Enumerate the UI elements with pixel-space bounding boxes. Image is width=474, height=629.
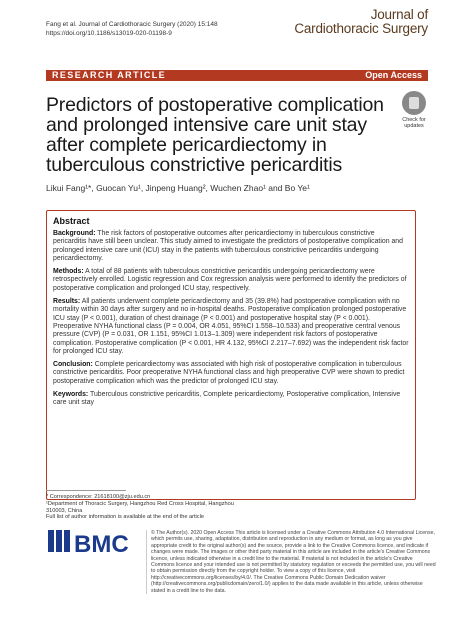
abstract-box	[46, 210, 416, 500]
check-updates-icon	[402, 91, 426, 115]
abstract-section-methods: Methods: A total of 88 patients with tuberculous constrictive pericarditis undergoing pericardiectomy were retrospectively enrolled. Logistic regression and Cox regression analysis were performed to identify the predictors of postoperative complication and prolonged ICU stay, respectively.	[53, 268, 407, 292]
journal-name-line1: Journal of	[370, 7, 428, 22]
bmc-logo-icon	[46, 522, 136, 562]
check-for-updates-badge[interactable]	[398, 91, 430, 129]
author-info-note: Full list of author information is available at the end of the article	[46, 514, 204, 521]
footnotes	[46, 490, 234, 521]
open-access-label: Open Access	[365, 70, 422, 80]
abstract-section-keywords: Keywords: Tuberculous constrictive pericarditis, Complete pericardiectomy, Postoperative complication, Intensive care unit stay	[53, 391, 401, 407]
license-text: © The Author(s). 2020 Open Access This article is licensed under a Creative Commons Attribution 4.0 International License, which permits use, sharing, adaptation, distribution and reproduction in any medium or format, as long as you give appropriate credit to the original author(s) and the source, provide a link to the Creative Commons licence, and indicate if changes were made. The images or other third party material in this article are included in the article's Creative Commons licence, unless indicated otherwise in a credit line to the material. If material is not included in the article's Creative Commons licence and your intended use is not permitted by statutory regulation or exceeds the permitted use, you will need to obtain permission directly from the copyright holder. To view a copy of this licence, visit http://creativecommons.org/licenses/by/4.0/. The Creative Commons Public Domain Dedication waiver (http://creativecommons.org/publicdomain/zero/1.0/) applies to the data made available in this article, unless otherwise stated in a credit line to the data.	[146, 530, 437, 594]
correspondence-email[interactable]: * Correspondence: 21618100@zju.edu.cn	[46, 494, 151, 500]
author-list: Likui Fang¹*, Guocan Yu¹, Jinpeng Huang², Wuchen Zhao¹ and Bo Ye¹	[46, 183, 310, 193]
affiliation-line: 310003, China	[46, 507, 83, 514]
abstract-heading: Abstract	[53, 216, 90, 226]
abstract-section-background: Background: The risk factors of postoperative outcomes after pericardiectomy in tuberculous constrictive pericarditis have still been unclear. This study aimed to investigate the predictors of postoperative complication and prolonged intensive care unit (ICU) stay in the patients with tuberculous constrictive pericarditis undergoing pericardiectomy.	[53, 230, 403, 262]
citation-block	[46, 20, 218, 38]
abstract-section-conclusion: Conclusion: Complete pericardiectomy was associated with high risk of postoperative complication in tuberculous constrictive pericarditis. Poor preoperative NYHA functional class and high preoperative CVP were shown to predict postoperative complication which was the predictor of prolonged ICU stay.	[53, 361, 405, 385]
article-title: Predictors of postoperative complication and prolonged intensive care unit stay after complete pericardiectomy in tuberculous constrictive pericarditis	[46, 94, 384, 176]
footnote-divider	[46, 490, 126, 491]
article-type-banner	[46, 70, 428, 81]
journal-name	[294, 8, 428, 36]
bmc-logo	[46, 522, 136, 562]
journal-name-line2: Cardiothoracic Surgery	[294, 21, 428, 36]
abstract-section-results: Results: All patients underwent complete pericardiectomy and 35 (39.8%) had postoperative complication with no mortality within 30 days after surgery and no in-hospital deaths. Postoperative complication prolonged postoperative ICU stay (P < 0.001), duration of chest drainage (P < 0.001) and postoperative hospital stay (P < 0.001). Preoperative NYHA functional class (P = 0.004, OR 4.051, 95%CI 1.558–10.533) and preoperative central venous pressure (CVP) (P = 0.031, OR 1.151, 95%CI 1.013–1.309) were independent risk factors of postoperative complication. Postoperative complication (P < 0.001, HR 4.132, 95%CI 2.217–7.692) was the independent risk factor for prolonged ICU stay.	[53, 298, 409, 355]
article-type-label: RESEARCH ARTICLE	[52, 70, 167, 80]
check-updates-label: Check for updates	[402, 117, 426, 129]
citation-line: Fang et al. Journal of Cardiothoracic Surgery (2020) 15:148	[46, 21, 218, 28]
doi-link[interactable]: https://doi.org/10.1186/s13019-020-01198-9	[46, 30, 172, 37]
affiliation-line: ¹Department of Thoracic Surgery, Hangzhou Red Cross Hospital, Hangzhou	[46, 500, 234, 507]
bmc-logo-text: BMC	[74, 531, 129, 558]
